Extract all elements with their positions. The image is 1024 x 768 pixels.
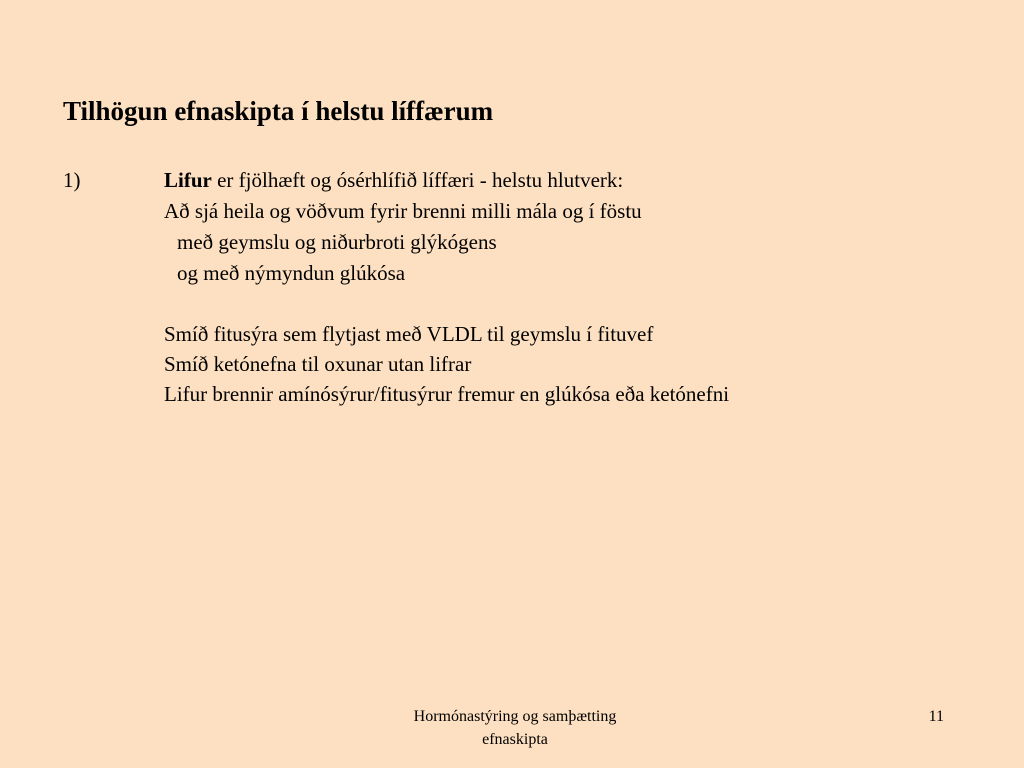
body-line-glycogen: með geymslu og niðurbroti glýkógens <box>177 230 497 254</box>
list-item-number: 1) <box>63 168 81 192</box>
footer-title-line-1: Hormónastýring og samþætting <box>413 708 617 725</box>
footer-title <box>350 705 680 751</box>
liver-term: Lifur <box>164 168 212 192</box>
intro-line <box>164 166 623 194</box>
body-line-brain-muscle: Að sjá heila og vöðvum fyrir brenni milli mála og í föstu <box>164 199 642 223</box>
body-line-glucose: og með nýmyndun glúkósa <box>177 261 406 285</box>
footer-title-line-2: efnaskipta <box>482 731 548 748</box>
body-line-fatty-acids: Smíð fitusýra sem flytjast með VLDL til geymslu í fituvef <box>164 322 654 346</box>
intro-text: er fjölhæft og ósérhlífið líffæri - helstu hlutverk: <box>211 168 624 192</box>
slide-title: Tilhögun efnaskipta í helstu líffærum <box>63 96 494 126</box>
body-line-liver-fuel: Lifur brennir amínósýrur/fitusýrur fremur en glúkósa eða ketónefni <box>164 382 730 406</box>
body-line-ketones: Smíð ketónefna til oxunar utan lifrar <box>164 352 472 376</box>
page-number: 11 <box>928 708 944 725</box>
